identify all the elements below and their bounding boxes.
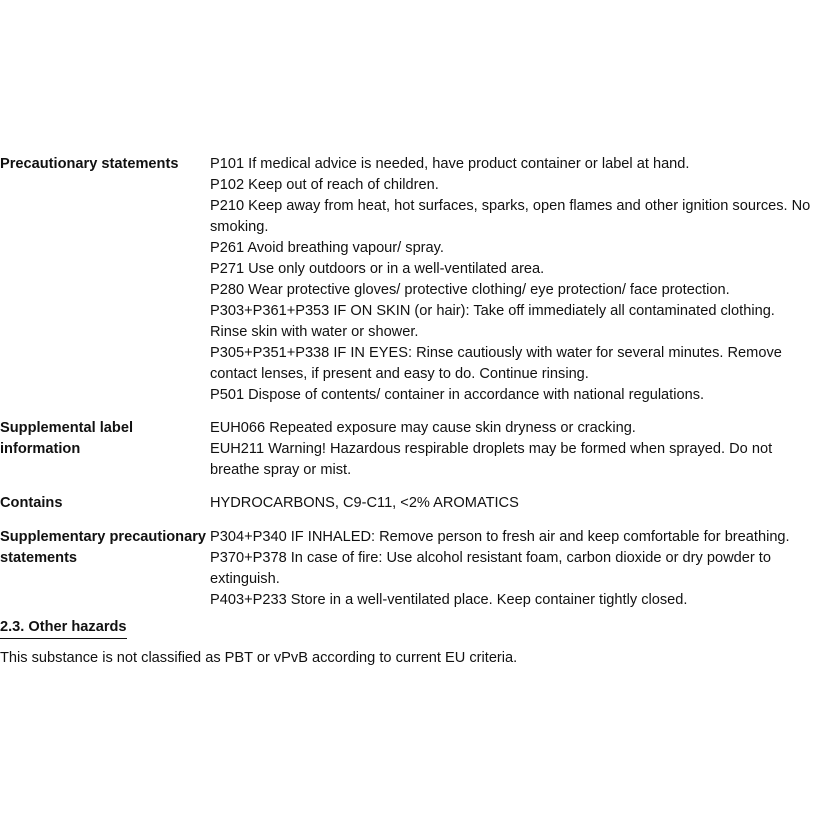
- statement-line: P261 Avoid breathing vapour/ spray.: [210, 240, 444, 256]
- contains-row: [0, 492, 828, 514]
- statement-line: P271 Use only outdoors or in a well-ventilated area.: [210, 261, 545, 277]
- supplementary-precautionary-value: [210, 526, 828, 611]
- other-hazards-text: This substance is not classified as PBT or vPvB according to current EU criteria.: [0, 650, 518, 666]
- statement-line: breathe spray or mist.: [210, 462, 352, 478]
- supplementary-precautionary-row: [0, 526, 828, 611]
- supplementary-precautionary-label: [0, 526, 210, 569]
- statement-line: P304+P340 IF INHALED: Remove person to fresh air and keep comfortable for breathing.: [210, 529, 790, 545]
- statement-line: EUH066 Repeated exposure may cause skin dryness or cracking.: [210, 420, 636, 436]
- label-line: statements: [0, 550, 78, 566]
- statement-line: smoking.: [210, 219, 269, 235]
- sds-document: [0, 153, 828, 669]
- contains-value: HYDROCARBONS, C9-C11, <2% AROMATICS: [210, 495, 519, 511]
- statement-line: P501 Dispose of contents/ container in accordance with national regulations.: [210, 387, 705, 403]
- supplemental-label-label: [0, 417, 210, 460]
- statement-line: P280 Wear protective gloves/ protective clothing/ eye protection/ face protection.: [210, 282, 730, 298]
- supplemental-label-value: [210, 417, 828, 481]
- statement-line: EUH211 Warning! Hazardous respirable droplets may be formed when sprayed. Do not: [210, 441, 773, 457]
- other-hazards-heading: 2.3. Other hazards: [0, 617, 127, 639]
- statement-line: P403+P233 Store in a well-ventilated place. Keep container tightly closed.: [210, 592, 688, 608]
- statement-line: P370+P378 In case of fire: Use alcohol resistant foam, carbon dioxide or dry powder to: [210, 550, 771, 566]
- statement-line: P303+P361+P353 IF ON SKIN (or hair): Take off immediately all contaminated clothing.: [210, 303, 775, 319]
- supplemental-label-row: [0, 417, 828, 481]
- statement-line: extinguish.: [210, 571, 280, 587]
- label-line: Supplementary precautionary: [0, 529, 206, 545]
- statement-line: P305+P351+P338 IF IN EYES: Rinse cautiously with water for several minutes. Remove: [210, 345, 782, 361]
- precautionary-statements-row: [0, 153, 828, 406]
- statement-line: contact lenses, if present and easy to do. Continue rinsing.: [210, 366, 589, 382]
- precautionary-statements-label: Precautionary statements: [0, 156, 179, 172]
- statement-line: P210 Keep away from heat, hot surfaces, sparks, open flames and other ignition sources. No: [210, 198, 811, 214]
- contains-label: Contains: [0, 495, 63, 511]
- statement-line: P101 If medical advice is needed, have product container or label at hand.: [210, 156, 690, 172]
- statement-line: Rinse skin with water or shower.: [210, 324, 419, 340]
- label-line: Supplemental label: [0, 420, 133, 436]
- statement-line: P102 Keep out of reach of children.: [210, 177, 439, 193]
- precautionary-statements-value: [210, 153, 828, 406]
- label-line: information: [0, 441, 81, 457]
